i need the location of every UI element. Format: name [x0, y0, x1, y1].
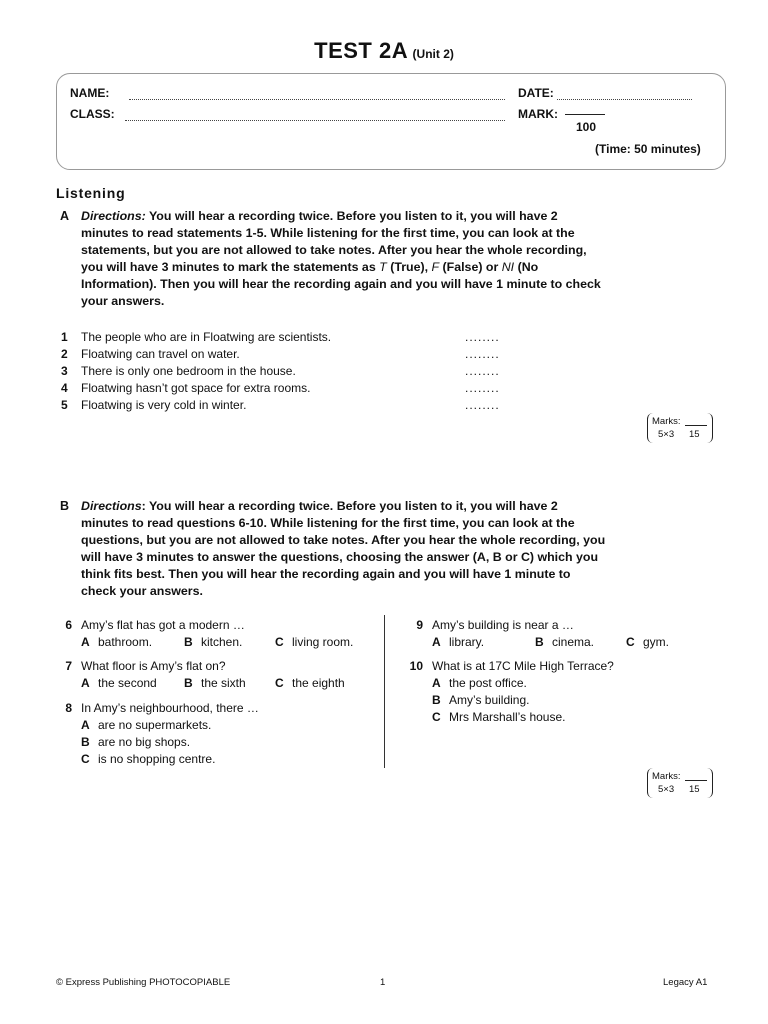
marks-factor: 5×3 — [658, 784, 675, 795]
statement-item: 4 Floatwing hasn’t got space for extra rooms. ........ — [61, 381, 500, 395]
marks-label: Marks: — [652, 771, 681, 782]
option[interactable]: A bathroom. — [81, 635, 153, 649]
option[interactable]: C is no shopping centre. — [81, 752, 216, 766]
directions-line: questions, but you are not allowed to take notes. After you hear the whole recording, you — [81, 533, 606, 547]
question-number: 8 — [65, 701, 72, 715]
marks-label: Marks: — [652, 416, 681, 427]
statement-item: 3 There is only one bedroom in the house. ........ — [61, 364, 500, 378]
directions-line: will have 3 minutes to answer the questions, choosing the answer (A, B or C) which you — [81, 550, 599, 564]
question-text: What floor is Amy’s flat on? — [81, 659, 226, 673]
mark-label: MARK: — [518, 107, 558, 121]
option-row — [81, 675, 376, 692]
directions-line: minutes to read statements 1-5. While listening for the first time, you can look at the — [81, 226, 575, 240]
option[interactable]: A are no supermarkets. — [81, 718, 212, 732]
test-title-unit: (Unit 2) — [412, 47, 454, 61]
marks-total: 15 — [689, 429, 700, 440]
directions-label: Directions — [81, 499, 142, 513]
name-label: NAME: — [70, 86, 110, 100]
statement-item: 2 Floatwing can travel on water. ........ — [61, 347, 500, 361]
option-row — [432, 634, 727, 651]
question-number: 6 — [65, 618, 72, 632]
mark-field[interactable] — [565, 114, 605, 115]
student-info-box — [56, 73, 726, 170]
question-item — [56, 700, 376, 768]
question-number: 7 — [65, 659, 72, 673]
option[interactable]: B the sixth — [184, 676, 246, 690]
mark-total: 100 — [576, 120, 597, 134]
directions-line: Information). Then you will hear the recording again and you will have 1 minute to check — [81, 277, 601, 291]
option[interactable]: A library. — [432, 635, 485, 649]
question-item — [56, 617, 376, 651]
question-text: What is at 17C Mile High Terrace? — [432, 659, 614, 673]
column-divider — [384, 615, 385, 768]
marks-box-a — [647, 413, 713, 443]
marks-blank[interactable] — [685, 780, 707, 781]
option[interactable]: C gym. — [626, 635, 670, 649]
test-title-main: TEST 2A — [314, 38, 409, 63]
option[interactable]: B Amy’s building. — [432, 693, 530, 707]
class-field[interactable] — [125, 110, 505, 121]
date-field[interactable] — [557, 89, 692, 100]
marks-box-b — [647, 768, 713, 798]
section-title-listening: Listening — [56, 185, 126, 201]
option[interactable]: B kitchen. — [184, 635, 243, 649]
answer-blank[interactable]: ........ — [465, 330, 500, 344]
test-title — [0, 38, 768, 64]
marks-factor: 5×3 — [658, 429, 675, 440]
statement-item: 5 Floatwing is very cold in winter. ........ — [61, 398, 500, 412]
answer-blank[interactable]: ........ — [465, 381, 500, 395]
option-row — [81, 634, 376, 651]
question-number: 9 — [416, 618, 423, 632]
question-item — [56, 658, 376, 692]
option[interactable]: C the eighth — [275, 676, 345, 690]
question-item — [407, 658, 727, 726]
part-b-directions: Directions: You will hear a recording twice. Before you listen to it, you will have 2 minutes to read questions 6-10. While listening for the first time, you can look at the questions, but you are not allowed to take notes. After you hear the whole recording, you will have 3 minutes to answer the questions, choosing the answer (A, B or C) which you think fits best. Then you will hear the recording again and you will have 1 minute to check your answers. — [81, 498, 741, 600]
directions-line: You will hear a recording twice. Before you listen to it, you will have 2 — [148, 499, 558, 513]
answer-blank[interactable]: ........ — [465, 347, 500, 361]
class-label: CLASS: — [70, 107, 115, 121]
answer-blank[interactable]: ........ — [465, 398, 500, 412]
directions-label: Directions: — [81, 209, 146, 223]
footer-copyright: © Express Publishing PHOTOCOPIABLE — [56, 977, 231, 988]
directions-line: think fits best. Then you will hear the recording again and you will have 1 minute to — [81, 567, 571, 581]
directions-line: check your answers. — [81, 584, 203, 598]
part-a-directions — [81, 208, 741, 310]
name-field[interactable] — [129, 89, 505, 100]
time-allowed: (Time: 50 minutes) — [595, 142, 701, 156]
directions-line: minutes to read questions 6-10. While listening for the first time, you can look at the — [81, 516, 575, 530]
answer-blank[interactable]: ........ — [465, 364, 500, 378]
directions-line: your answers. — [81, 294, 165, 308]
directions-line: You will hear a recording twice. Before you listen to it, you will have 2 — [148, 209, 558, 223]
option[interactable]: B cinema. — [535, 635, 595, 649]
option[interactable]: B are no big shops. — [81, 735, 191, 749]
date-label: DATE: — [518, 86, 554, 100]
option[interactable]: A the post office. — [432, 676, 527, 690]
option[interactable]: C living room. — [275, 635, 354, 649]
question-text: Amy’s flat has got a modern … — [81, 618, 245, 632]
marks-blank[interactable] — [685, 425, 707, 426]
question-text: In Amy’s neighbourhood, there … — [81, 701, 259, 715]
directions-line: statements, but you are not allowed to take notes. After you hear the whole recording, — [81, 243, 587, 257]
marks-total: 15 — [689, 784, 700, 795]
footer-series: Legacy A1 — [663, 977, 708, 988]
option[interactable]: C Mrs Marshall’s house. — [432, 710, 566, 724]
question-item — [407, 617, 727, 651]
part-a-letter: A — [60, 209, 70, 223]
question-number: 10 — [409, 659, 423, 673]
statement-list — [61, 329, 521, 414]
directions-line: you will have 3 minutes to mark the statements as T (True), F (False) or NI (No — [81, 260, 539, 274]
statement-item: 1 The people who are in Floatwing are scientists. ........ — [61, 330, 500, 344]
option[interactable]: A the second — [81, 676, 157, 690]
part-b-letter: B — [60, 499, 70, 513]
question-text: Amy’s building is near a … — [432, 618, 574, 632]
footer-page-number: 1 — [380, 977, 386, 988]
